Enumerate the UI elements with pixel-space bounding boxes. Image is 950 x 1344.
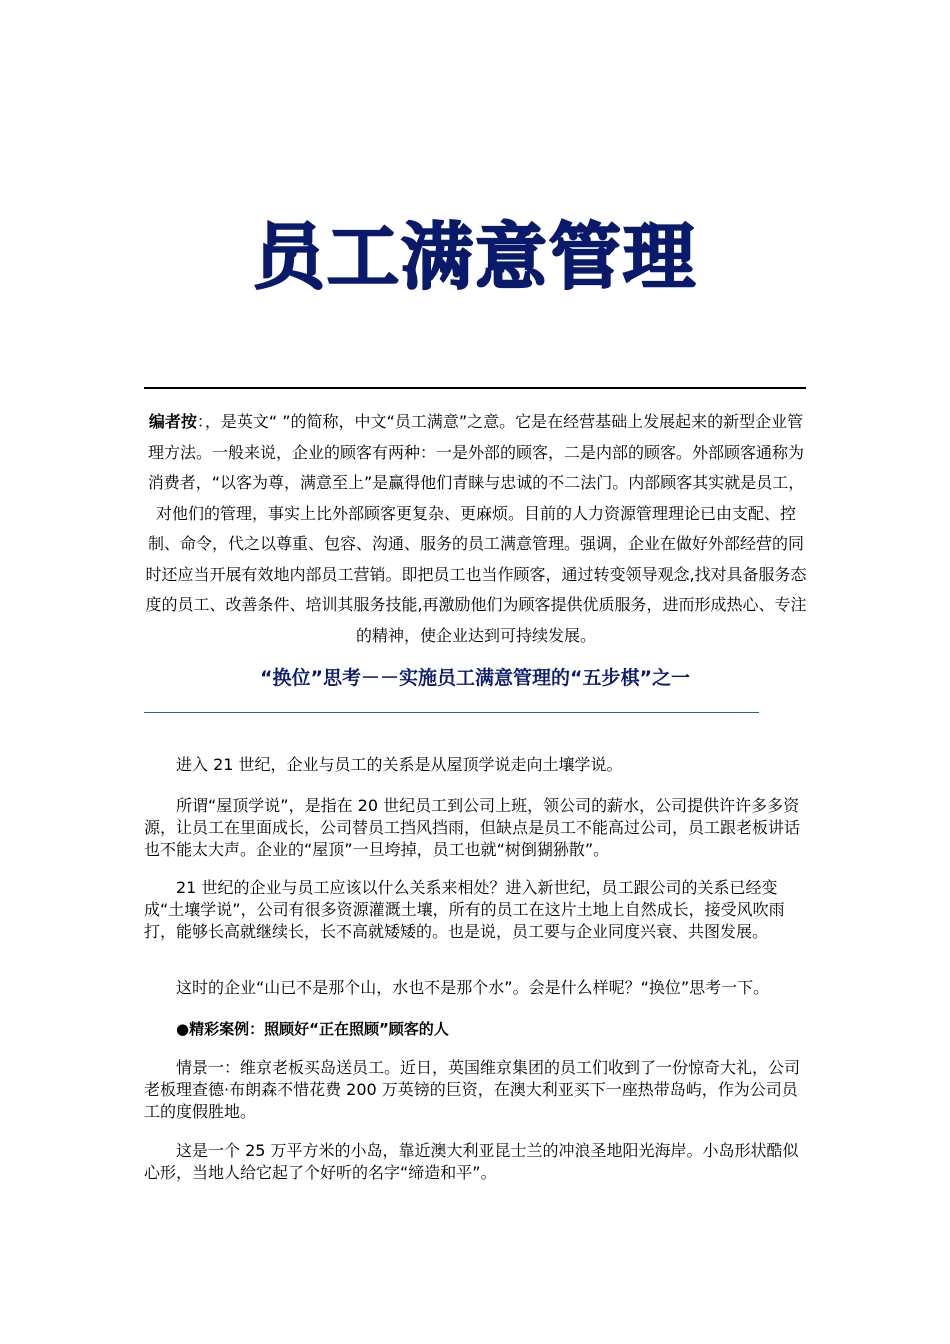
section-title: “换位”思考－－实施员工满意管理的“五步棋”之一 [260,667,690,689]
paragraph-soil-theory: 21 世纪的企业与员工应该以什么关系来相处？进入新世纪，员工跟公司的关系已经变成“土壤学说”，公司有很多资源灌溉土壤，所有的员工在这片土地上自然成长，接受风吹雨打，能够长高就继续长，长不高就矮矮的。也是说，员工要与企业同度兴衰、共图发展。 [144,878,785,941]
case-heading: ●精彩案例：照顾好“正在照顾”顾客的人 [176,1020,449,1038]
title-divider [144,387,806,389]
document-title: 员工满意管理 [252,215,697,299]
paragraph-transposition: 这时的企业“山已不是那个山，水也不是那个水”。会是什么样呢？“换位”思考一下。 [176,978,770,997]
paragraph-case-island: 这是一个 25 万平方米的小岛，靠近澳大利亚昆士兰的冲浪圣地阳光海岸。小岛形状酷似心形，当地人给它起了个好听的名字“缔造和平”。 [144,1141,799,1182]
section-divider [144,712,759,713]
editor-note-text: ：，是英文“ ”的简称，中文“员工满意”之意。它是在经营基础上发展起来的新型企业管理方法。一般来说，企业的顾客有两种：一是外部的顾客，二是内部的顾客。外部顾客通称为消费者，“以客为尊，满意至上”是赢得他们青睐与忠诚的不二法门。内部顾客其实就是员工，对他们的管理，事实上比外部顾客更复杂、更麻烦。目前的人力资源管理理论已由支配、控制、命令，代之以尊重、包容、沟通、服务的员工满意管理。强调，企业在做好外部经营的同时还应当开展有效地内部员工营销。即把员工也当作顾客，通过转变领导观念,找对具备服务态度的员工、改善条件、培训其服务技能,再激励他们为顾客提供优质服务，进而形成热心、专注的精神，使企业达到可持续发展。 [145,412,807,645]
paragraph-roof-theory: 所谓“屋顶学说”，是指在 20 世纪员工到公司上班，领公司的薪水，公司提供许许多多资源，让员工在里面成长，公司替员工挡风挡雨，但缺点是员工不能高过公司，员工跟老板讲话也不能太大声。企业的“屋顶”一旦垮掉，员工也就“树倒猢狲散”。 [144,796,801,859]
paragraph-21st-century: 进入 21 世纪，企业与员工的关系是从屋顶学说走向土壤学说。 [176,755,623,774]
editor-note [144,407,808,651]
paragraph-case-scene-one: 情景一：维京老板买岛送员工。近日，英国维京集团的员工们收到了一份惊奇大礼，公司老板理查德·布朗森不惜花费 200 万英镑的巨资，在澳大利亚买下一座热带岛屿，作为公司员工的度假胜地。 [144,1058,801,1121]
editor-note-label: 编者按 [148,412,197,431]
